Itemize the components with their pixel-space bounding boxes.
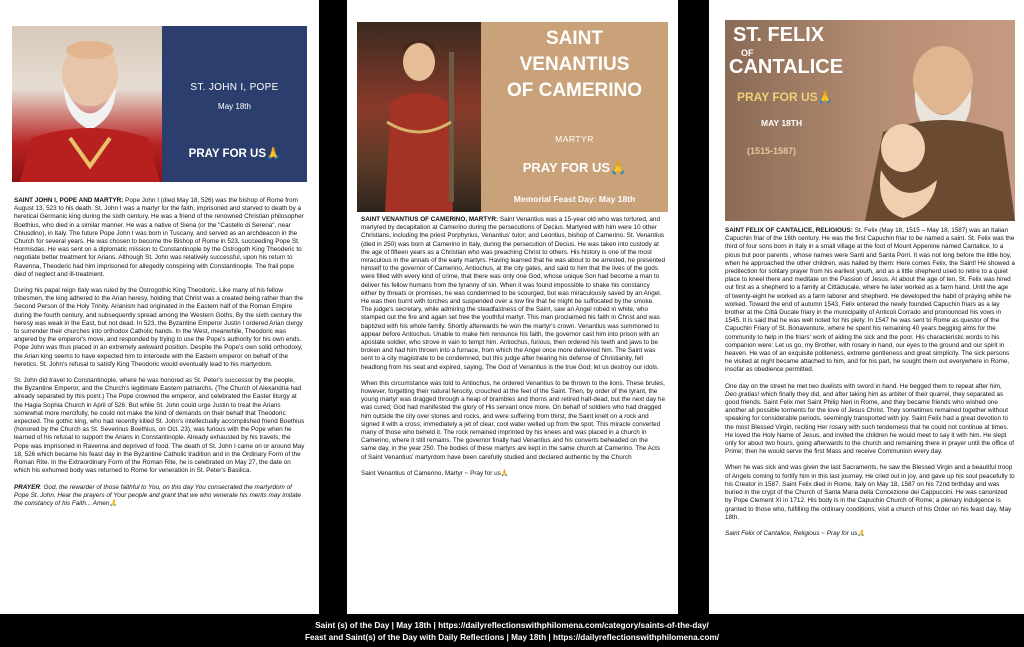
footer-line-1: Saint (s) of the Day | May 18th | https://dailyreflectionswithphilomena.com/category/saints-of-the-day/: [315, 621, 709, 630]
saint-john-paragraph-1: SAINT JOHN I, POPE AND MARTYR: Pope John I (died May 18, 526) was the bishop of Rome from August 13, 523 to his death. St. John I was a martyr for the faith, imprisoned and starved to death by a heretical Germanic king during the sixth century. He was a friend of the renowned Christian philosopher Boethius, who died in a similar manner. He was a native of Siena (or the "Castello di Serena", near Chiusdino), in Italy. The future Pope John I was born in Tuscany, and served as an archdeacon in the Church for several years. He was chosen to become the Bishop of Rome in 523, succeeding Pope St. Hormisdas. He was sent on a diplomatic mission to Constantinople by the Ostrogoth King Theoderic to negotiate better treatment for Arians. Although St. John was relatively successful, upon his return to Ravenna, Theoderic had him imprisoned for allegedly conspiring with Constantinople. The frail pope died of neglect and ill-treatment.: [14, 197, 304, 278]
saint-john-paragraph-3: St. John did travel to Constantinople, where he was honored as St. Peter's successor by the people, the Byzantine Emperor, and the Church's legitimate Eastern patriarchs. (The Church of Alexandria had already separated by this point.) The Pope crowned the emperor, and celebrated the Easter liturgy at the Hagia Sophia Church in April of 526. But while St. John could urge Justin to treat the Arians somewhat more mercifully, he could not make the kind of demands on their behalf that Theodoric expected. The gothic king, who had recently killed St. John's intellectually accomplished friend Boethius (honored by the Church as St. Severinus Boethius, on Oct. 23), was furious with the Pope when he learned of his refusal to support the Arians in Constantinople. Already exhausted by his travels, the Pope was imprisoned in Ravenna and deprived of food. The death of St. John I came on or around May 18, 526 which became his feast day in the Byzantine Catholic tradition and in the Ordinary Form of the Roman Rite. In the Extraordinary Form of the Roman Rite, he is celebrated on May 27, the date on which his exhumed body was returned to Rome for veneration in St. Peter's Basilica.: [14, 377, 305, 475]
saint-felix-header-banner: [725, 20, 1015, 221]
saint-venantius-header-banner: [357, 22, 668, 212]
saint-venantius-paragraph-1: SAINT VENANTIUS OF CAMERINO, MARTYR: Saint Venantius was a 15-year old who was tortured, and martyred by decapitation at Camerino during the persecutions of Decius. Martyred with him were 10 other Christians, including the priest Porphyrius, Venantius' tutor; and Leontius, bishop of Camerino. St. Venantius (died in 250) was born at Camerino in Italy, during the persecution of Decius. He was taken into custody at the age of fifteen years as a Christian who was preaching Christ to others. His history is one of the most miraculous in the annals of the early martyrs. Having learned that he was about to be arrested, he presented himself to the governor of Camerino, Antiochus, at the city gates, and said to him that the lives of the gods were filled with every kind of crime, that there was only one God, whose unique Son had become a man to deliver his fellow humans from the tyranny of sin. When it was found impossible to shake his constancy either by threats or promises, he was condemned to be scourged, but was miraculously saved by an Angel. He was then burnt with torches and suspended over a low fire that he might be suffocated by the smoke. The judge's secretary, while admiring the steadfastness of the Saint, saw an Angel robed in white, who stamped out the fire and again set free the youthful martyr. This man proclaimed his faith in Christ and was baptized with his whole family. Shortly afterwards he won the martyr's crown. Venantius was summoned to appear before Antiochus. Unable to make him renounce his faith, the governor cast him into prison with an apostate soldier, who strove in vain to tempt him. Antiochus, furious, then ordered his teeth and jaws to be broken and had him thrown into a furnace, from which the Angel once more delivered him. The Saint was sent to a city magistrate to be condemned, but this judge after hearing his defense of Christianity, fell headlong from his seat and expired, saying, The God of Venantius is the true God; let us destroy our idols.: [361, 216, 665, 371]
saint-john-panel: [0, 0, 319, 614]
saint-venantius-portrait: [357, 22, 481, 212]
saint-felix-pray-for-us: PRAY FOR US🙏: [737, 90, 833, 104]
saint-john-prayer: PRAYER: God, the rewarder of those faithful to You, on this day You consecrated the martyrdom of Pope St. John. Hear the prayers of Your people and grant that we who venerate his merits may imitate the constancy of his Faith... Amen🙏: [14, 483, 301, 507]
saint-venantius-title: SAINT VENANTIUS OF CAMERINO: [506, 28, 643, 101]
saint-john-date: May 18th: [218, 102, 251, 111]
saint-felix-paragraph-2: One day on the street he met two duelists with sword in hand. He begged them to repeat after him, Deo gratias! which finally they did, and after taking him as arbiter of their quarrel, they separated as good friends. Saint Felix met Saint Philip Neri in Rome, and they became friends who wished one another all possible torments for the love of Jesus Christ. They sometimes remained together without speaking for considerable periods, seemingly transported with joy. Saint Felix had a great devotion to the most Blessed Virgin, reciting Her rosary with such tenderness that he could not continue at times. He loved the Holy Name of Jesus, and invited the children he would meet to say it with him. He slept only for about two hours, going afterwards to the church and remaining there in prayer until the office of Prime; then he would serve the first Mass and receive Communion every day.: [725, 382, 1015, 456]
saint-john-paragraph-2: During his papal reign Italy was ruled by the Ostrogothic King Theodoric. Like many of his fellow tribesmen, the king adhered to the Arian heresy, holding that Christ was a created being rather than the Second Person of the Holy Trinity. Arianism had originated in the Eastern half of the Roman Empire during the fourth century, and subsequently spread among the Western Goths. By the sixth century the heresy was weak in the East, but not dead. In 523, the Byzantine Emperor Justin I ordered Arian clergy to surrender their churches into orthodox Catholic hands. In the West, meanwhile, Theodoric was angered by the emperor's move, and responded by trying to use the Pope's authority for his own ends. Pope John was thus placed in an extremely awkward position. Despite the Pope's own solid orthodoxy, the Arian king seems to have expected him to intercede with the Eastern emperor on behalf of the heretics. St. John's refusal to satisfy King Theodoric would eventually lead to his martyrdom.: [14, 287, 304, 368]
saint-john-text: [14, 197, 305, 607]
saint-felix-title-line-3: CANTALICE: [729, 56, 844, 78]
saint-venantius-memorial-date: Memorial Feast Day: May 18th: [513, 194, 636, 204]
saint-felix-panel: [709, 0, 1024, 614]
saint-john-portrait: [12, 26, 162, 182]
saint-felix-date: MAY 18TH: [761, 118, 803, 128]
saint-venantius-heading: SAINT VENANTIUS OF CAMERINO, MARTYR:: [361, 216, 499, 223]
saint-venantius-closing: Saint Venantius of Camerino, Martyr ~ Pray for us🙏: [361, 469, 509, 477]
saint-venantius-martyr-label: MARTYR: [555, 134, 594, 144]
saint-felix-text: [725, 227, 1015, 609]
saint-john-pray-for-us: PRAY FOR US🙏: [188, 148, 281, 160]
saint-felix-title-line-2: OF: [741, 48, 754, 58]
saint-venantius-text: [361, 216, 665, 609]
saint-venantius-panel: [347, 0, 678, 614]
saint-john-header-banner: [12, 26, 307, 182]
footer-line-2: Feast and Saint(s) of the Day with Daily Reflections | May 18th | https://dailyreflectionswithphilomena.com/: [304, 633, 720, 642]
saint-felix-paragraph-3: When he was sick and was given the last Sacraments, he saw the Blessed Virgin and a beautiful troop of Angels coming to fortify him in this last journey. He cried out in joy, and gave up his soul peacefully to his Creator in 1587. Saint Felix died in Rome, Italy on May 18, 1587 on his 72nd birthday and was buried in the crypt of the Church of Santa Maria della Concezione dei Cappuccini. He was canonized by Pope Clement XI in 1712. His body is in the Capuchin Church of Rome; a plenary indulgence is granted to those who, fulfilling the ordinary conditions, visit a church of his Order on his feast day, May 18th.: [725, 464, 1015, 521]
saint-felix-years: (1515-1587): [747, 146, 797, 156]
footer-caption: [0, 620, 1024, 644]
saint-john-title: ST. JOHN I, POPE: [190, 82, 279, 93]
saint-venantius-pray-for-us: PRAY FOR US🙏: [522, 160, 627, 175]
saint-felix-title-line-1: ST. FELIX: [733, 24, 825, 46]
saint-felix-closing: Saint Felix of Cantalice, Religious ~ Pray for us🙏: [725, 529, 866, 537]
saint-john-heading: SAINT JOHN I, POPE AND MARTYR:: [14, 197, 124, 204]
saint-felix-paragraph-1: SAINT FELIX OF CANTALICE, RELIGIOUS: St. Felix (May 18, 1515 – May 18, 1587) was an Italian Capuchin friar of the 16th century. He was the first Capuchin friar to be named a saint. St. Felix was the third of four sons born in Italy in a small village at the foot of Mount Appenine named Cantalice, to a pious but poor parents , whose names were Santi and Santa Porri. It was not long before the little boy, when he approached the other children, was hailed by them: Here comes Felix, the Saint! He showed a predilection for solitary prayer from his earliest youth, and as a little shepherd used to retire to a quiet place to kneel there and meditate on the Passion of Jesus. At about the age of ten, St. Felix was hired out first as a shepherd to a family at Cittàducale, where he later worked as a farm hand. Until the age of twenty-eight he worked as a farm laborer and shepherd. He developed the habit of praying while he worked. Toward the end of autumn 1543, Felix entered the newly founded Capuchin friars as a lay brother at the Città Ducale friary in the municipality of Anticoli Corrado and pronounced his vows in 1545. It is said that he was well noted for his piety. In 1547 he was sent to Rome as questor of the Capuchin Friary of St. Bonaventure, where he spent his remaining 40 years begging alms for the community to help in the friars' work of aiding the sick and the poor. His characteristic words to his companion were: Let us go, my Brother, with rosary in hand, our eyes to the ground and our spirit in heaven. He was of an exquisite politeness, extreme gentleness and great simplicity. The sick persons he visited at night became attached to him, and for his part, he sought them out everywhere in Rome, insofar as obedience permitted.: [725, 227, 1015, 374]
saint-felix-heading: SAINT FELIX OF CANTALICE, RELIGIOUS:: [725, 227, 853, 234]
saint-venantius-paragraph-2: When this circumstance was told to Antiochus, he ordered Venantius to be thrown to the lions. These brutes, however, forgetting their natural ferocity, crouched at the feet of the Saint. Then, by order of the tyrant, the young martyr was dragged through a heap of brambles and thorns and retired half-dead, but the next day he was cured; God had manifested the glory of His servant once more. On behalf of soldiers who had dragged him outside the city over stones and rocks, and were suffering from thirst, the Saint knelt on a rock and signed it with a cross; immediately a jet of clear, cool water welled up from the spot. This miracle converted many of those who beheld it. The rock remained imprinted by his knees and was placed in a church in Camerino, where it still remains. The governor finally had Venantius and his converts beheaded on the same day, in the year 250. The bodies of these martyrs are kept in the same church at Camerino. The Acts of Saint Venantius' martyrdom have been carefully studied and declared authentic by the Church: [361, 379, 665, 461]
